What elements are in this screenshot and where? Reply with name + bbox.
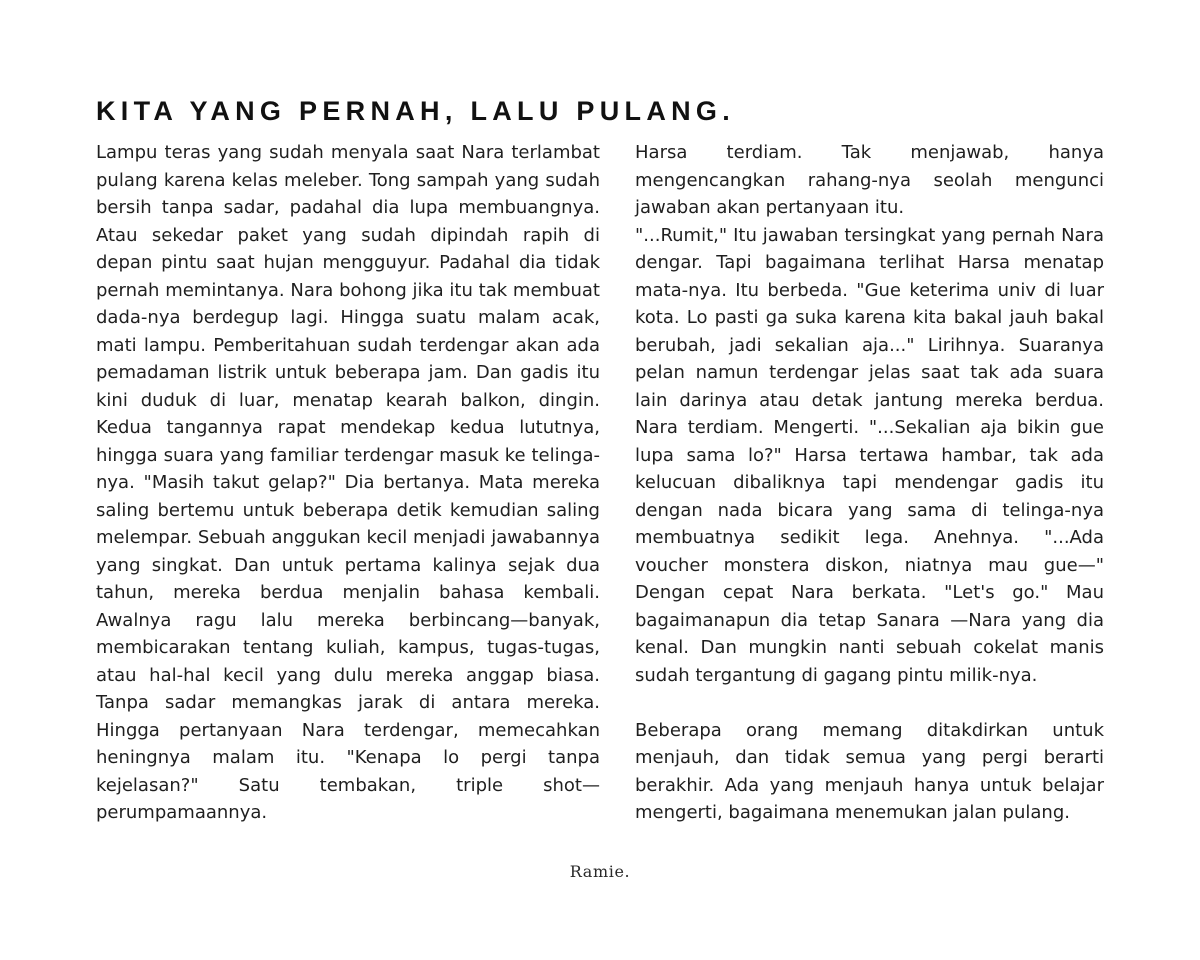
left-text-column <box>96 139 600 827</box>
left-paragraph: Lampu teras yang sudah menyala saat Nara terlambat pulang karena kelas meleber. Tong sampah yang sudah bersih tanpa sadar, padahal dia lupa membuangnya. Atau sekedar paket yang sudah dipindah rapih di depan pintu saat hujan mengguyur. Padahal dia tidak pernah memintanya. Nara bohong jika itu tak membuat dada-nya berdegup lagi. Hingga suatu malam acak, mati lampu. Pemberitahuan sudah terdengar akan ada pemadaman listrik untuk beberapa jam. Dan gadis itu kini duduk di luar, menatap kearah balkon, dingin. Kedua tangannya rapat mendekap kedua lututnya, hingga suara yang familiar terdengar masuk ke telinga-nya. "Masih takut gelap?" Dia bertanya. Mata mereka saling bertemu untuk beberapa detik kemudian saling melempar. Sebuah anggukan kecil menjadi jawabannya yang singkat. Dan untuk pertama kalinya sejak dua tahun, mereka berdua menjalin bahasa kembali. Awalnya ragu lalu mereka berbincang—banyak, membicarakan tentang kuliah, kampus, tugas-tugas, atau hal-hal kecil yang dulu mereka anggap biasa. Tanpa sadar memangkas jarak di antara mereka. Hingga pertanyaan Nara terdengar, memecahkan heningnya malam itu. "Kenapa lo pergi tanpa kejelasan?" Satu tembakan, triple shot—perumpamaannya. <box>96 142 600 823</box>
story-title: KITA YANG PERNAH, LALU PULANG. <box>96 96 736 126</box>
right-paragraph-1: Harsa terdiam. Tak menjawab, hanya mengencangkan rahang-nya seolah mengunci jawaban akan pertanyaan itu. <box>635 142 1104 218</box>
right-text-column <box>635 139 1104 827</box>
right-paragraph-3: Beberapa orang memang ditakdirkan untuk menjauh, dan tidak semua yang pergi berarti berakhir. Ada yang menjauh hanya untuk belajar mengerti, bagaimana menemukan jalan pulang. <box>635 719 1104 823</box>
author-signature: Ramie. <box>569 862 631 881</box>
right-paragraph-2: "...Rumit," Itu jawaban tersingkat yang pernah Nara dengar. Tapi bagaimana terlihat Harsa menatap mata-nya. Itu berbeda. "Gue keterima univ di luar kota. Lo pasti ga suka karena kita bakal jauh bakal berubah, jadi sekalian aja..." Lirihnya. Suaranya pelan namun terdengar jelas saat tak ada suara lain darinya atau detak jantung mereka berdua. Nara terdiam. Mengerti. "...Sekalian aja bikin gue lupa sama lo?" Harsa tertawa hambar, tak ada kelucuan dibaliknya tapi mendengar gadis itu dengan nada bicara yang sama di telinga-nya membuatnya sedikit lega. Anehnya. "...Ada voucher monstera diskon, niatnya mau gue—" Dengan cepat Nara berkata. "Let's go." Mau bagaimanapun dia tetap Sanara —Nara yang dia kenal. Dan mungkin nanti sebuah cokelat manis sudah tergantung di gagang pintu milik-nya. <box>635 224 1104 686</box>
paragraph-spacer <box>635 689 1104 717</box>
